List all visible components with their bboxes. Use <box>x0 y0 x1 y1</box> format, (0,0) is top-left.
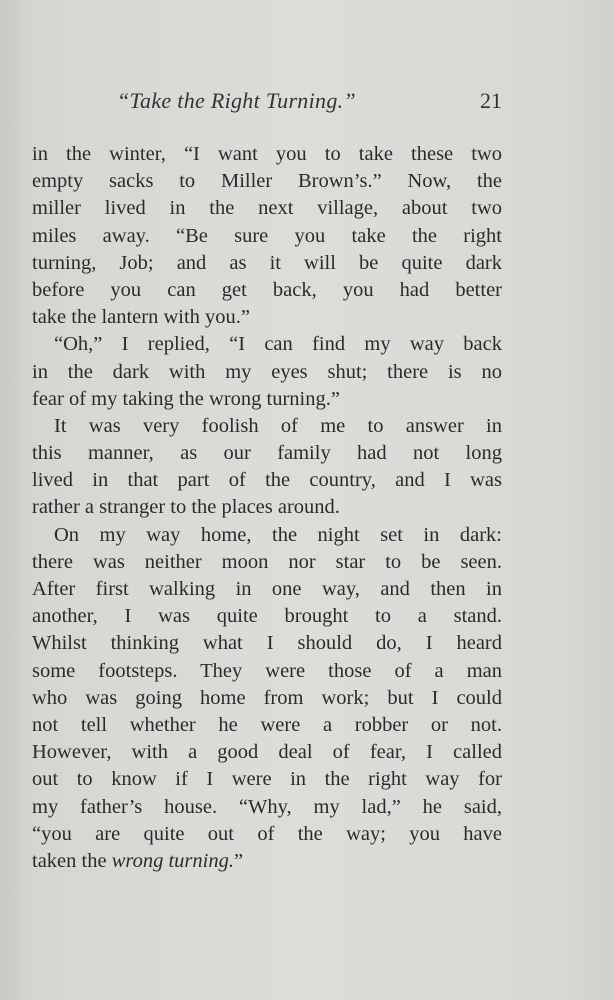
text-line: turning, Job; and as it will be quite dark <box>32 251 502 274</box>
text-line: After first walking in one way, and then in <box>32 578 502 600</box>
running-title: “Take the Right Turning.” <box>117 88 356 113</box>
text-line: another, I was quite brought to a stand. <box>32 605 502 628</box>
text-line: out to know if I were in the right way for <box>32 768 502 791</box>
text-line: before you can get back, you had better <box>32 278 502 301</box>
body-text <box>32 141 502 875</box>
text-line: “you are quite out of the way; you have <box>32 822 502 845</box>
text-line: It was very foolish of me to answer in <box>54 414 502 437</box>
text-line: On my way home, the night set in dark: <box>54 523 502 546</box>
page-number: 21 <box>480 88 502 113</box>
text-line: take the lantern with you.” <box>32 306 251 329</box>
text-line: “Oh,” I replied, “I can find my way back <box>54 333 502 356</box>
text-line: rather a stranger to the places around. <box>32 496 340 519</box>
running-head <box>32 88 502 128</box>
final-text-line <box>32 848 502 875</box>
emphasized-phrase: wrong turning. <box>111 849 234 872</box>
final-line-start: taken the <box>32 849 112 872</box>
text-line: some footsteps. They were those of a man <box>32 659 502 682</box>
text-line: not tell whether he were a robber or not. <box>32 713 502 736</box>
text-line: fear of my taking the wrong turning.” <box>32 387 340 410</box>
text-line: who was going home from work; but I could <box>32 686 502 709</box>
text-line: this manner, as our family had not long <box>32 442 502 465</box>
final-line-end: ” <box>233 849 244 872</box>
text-line: However, with a good deal of fear, I called <box>32 741 502 764</box>
text-line: there was neither moon nor star to be seen. <box>32 550 502 573</box>
text-line: miller lived in the next village, about two <box>32 197 502 220</box>
text-line: Whilst thinking what I should do, I heard <box>32 632 502 655</box>
text-line: lived in that part of the country, and I was <box>32 469 502 492</box>
text-line: empty sacks to Miller Brown’s.” Now, the <box>32 170 502 193</box>
text-line: in the winter, “I want you to take these two <box>32 143 502 165</box>
text-line: my father’s house. “Why, my lad,” he said, <box>32 795 502 818</box>
text-line: in the dark with my eyes shut; there is no <box>32 360 502 383</box>
text-line: miles away. “Be sure you take the right <box>32 224 502 247</box>
